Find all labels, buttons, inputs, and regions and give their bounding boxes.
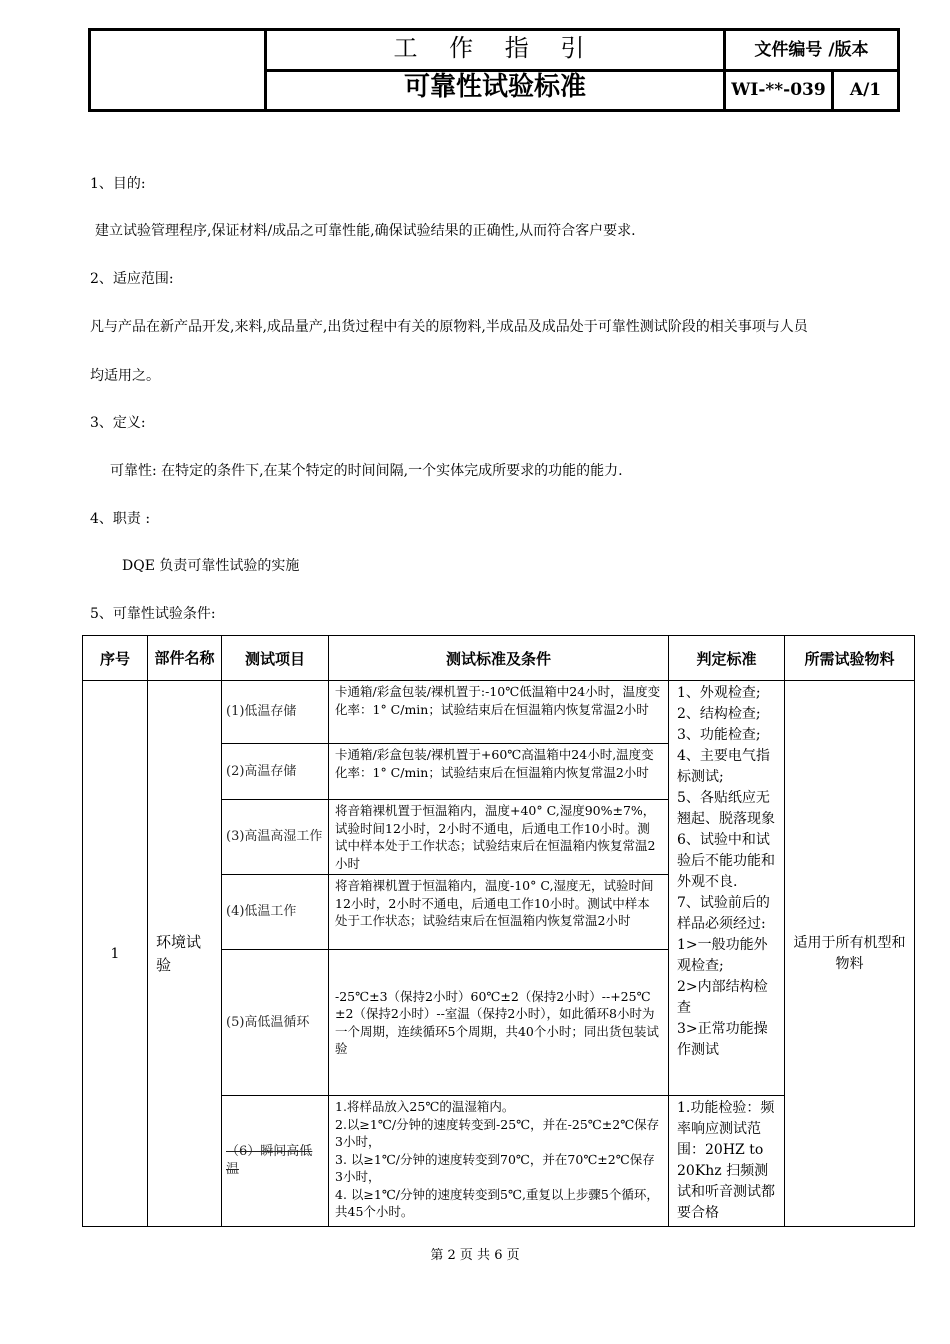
doc-version: A/1: [849, 80, 882, 100]
test-standard: [329, 1096, 669, 1227]
section-4-heading: 4、职责 :: [90, 511, 151, 527]
col-header-seq: 序号: [83, 636, 148, 681]
document-title: 可靠性试验标准: [403, 72, 586, 102]
col-header-standard: 测试标准及条件: [329, 636, 669, 681]
required-material: 适用于所有机型和物料: [785, 681, 915, 1227]
test-standard: -25℃±3（保持2小时）60℃±2（保持2小时）--+25℃±2（保持2小时）--室温（保持2小时），如此循环8小时为一个周期，连续循环5个周期，共40个小时；同出货包装试验: [329, 950, 669, 1096]
standard-line: 3. 以≥1℃/分钟的速度转变到70℃，并在70℃±2℃保存3小时，: [335, 1151, 655, 1184]
col-header-judge: 判定标准: [669, 636, 785, 681]
section-2-body-line2: 均适用之。: [90, 368, 160, 384]
section-1-body: 建立试验管理程序,保证材料/成品之可靠性能,确保试验结果的正确性,从而符合客户要求.: [95, 223, 636, 239]
doc-number-label: 文件编号 /版本: [726, 31, 897, 72]
doc-info-cell: [726, 31, 897, 109]
test-standard: 卡通箱/彩盒包装/裸机置于:-10℃低温箱中24小时，温度变化率：1° C/min；试验结束后在恒温箱内恢复常温2小时: [329, 681, 669, 744]
test-item: (3)高温高湿工作: [222, 800, 329, 875]
section-1-heading: 1、目的:: [90, 176, 146, 192]
table-row: [83, 681, 915, 744]
page-footer: 第 2 页 共 6 页: [430, 1248, 520, 1263]
section-3-heading: 3、定义:: [90, 415, 146, 431]
col-header-material: 所需试验物料: [785, 636, 915, 681]
test-standard: 将音箱裸机置于恒温箱内，温度-10° C,湿度无，试验时间12小时，2小时不通电，后通电工作10小时。测试中样本处于工作状态；试验结束后在恒温箱内恢复常温2小时: [329, 875, 669, 950]
section-2-body-line1: 凡与产品在新产品开发,来料,成品量产,出货过程中有关的原物料,半成品及成品处于可靠性测试阶段的相关事项与人员: [90, 319, 808, 335]
section-2-heading: 2、适应范围:: [90, 271, 174, 287]
judge-criteria: [669, 681, 785, 1096]
test-item: (1)低温存储: [222, 681, 329, 744]
section-5-heading: 5、可靠性试验条件:: [90, 606, 216, 622]
test-item-label: （6）瞬间高低温: [226, 1144, 313, 1177]
test-item: [222, 1096, 329, 1227]
judge-criteria-audio: 1.功能检验：频率响应测试范围：20HZ to 20Khz 扫频测试和听音测试都要合格: [669, 1096, 785, 1227]
test-standard: 将音箱裸机置于恒温箱内，温度+40° C,湿度90%±7%，试验时间12小时，2小时不通电，后通电工作10小时。测试中样本处于工作状态；试验结束后在恒温箱内恢复常温2小时: [329, 800, 669, 875]
doc-number: WI-**-039: [726, 72, 834, 109]
table-header-row: [83, 636, 915, 681]
section-3-body: 可靠性: 在特定的条件下,在某个特定的时间间隔,一个实体完成所要求的功能的能力.: [110, 463, 623, 479]
standard-line: 2.以≥1℃/分钟的速度转变到-25℃，并在-25℃±2℃保存3小时，: [335, 1116, 660, 1149]
col-header-item: 测试项目: [222, 636, 329, 681]
test-standard: 卡通箱/彩盒包装/裸机置于+60℃高温箱中24小时,温度变化率：1° C/min；试验结束后在恒温箱内恢复常温2小时: [329, 744, 669, 800]
group-part: 环境试验: [148, 681, 222, 1227]
standard-line: 1.将样品放入25℃的温湿箱内。: [335, 1099, 515, 1114]
section-4-body: DQE 负责可靠性试验的实施: [122, 558, 300, 574]
title-cell: [267, 31, 726, 109]
document-header: [88, 28, 900, 112]
reliability-test-table: [82, 635, 915, 1227]
standard-line: 4. 以≥1℃/分钟的速度转变到5℃,重复以上步骤5个循环，共45个小时。: [335, 1186, 659, 1219]
group-seq: 1: [83, 681, 148, 1227]
test-item: (5)高低温循环: [222, 950, 329, 1096]
judge-criteria-text: 1、外观检查; 2、结构检查; 3、功能检查; 4、主要电气指标测试; 5、各贴纸应无翘起、脱落现象 6、试验中和试验后不能功能和外观不良. 7、试验前后的样品必须经过: 1>一般功能外观检查; 2>内部结构检查 3>正常功能操作测试: [677, 685, 775, 1058]
test-item: (4)低温工作: [222, 875, 329, 950]
col-header-part: 部件名称: [148, 636, 222, 681]
test-item: (2)高温存储: [222, 744, 329, 800]
logo-cell: [91, 31, 267, 109]
work-instruction-title: 工 作 指 引: [267, 31, 723, 72]
